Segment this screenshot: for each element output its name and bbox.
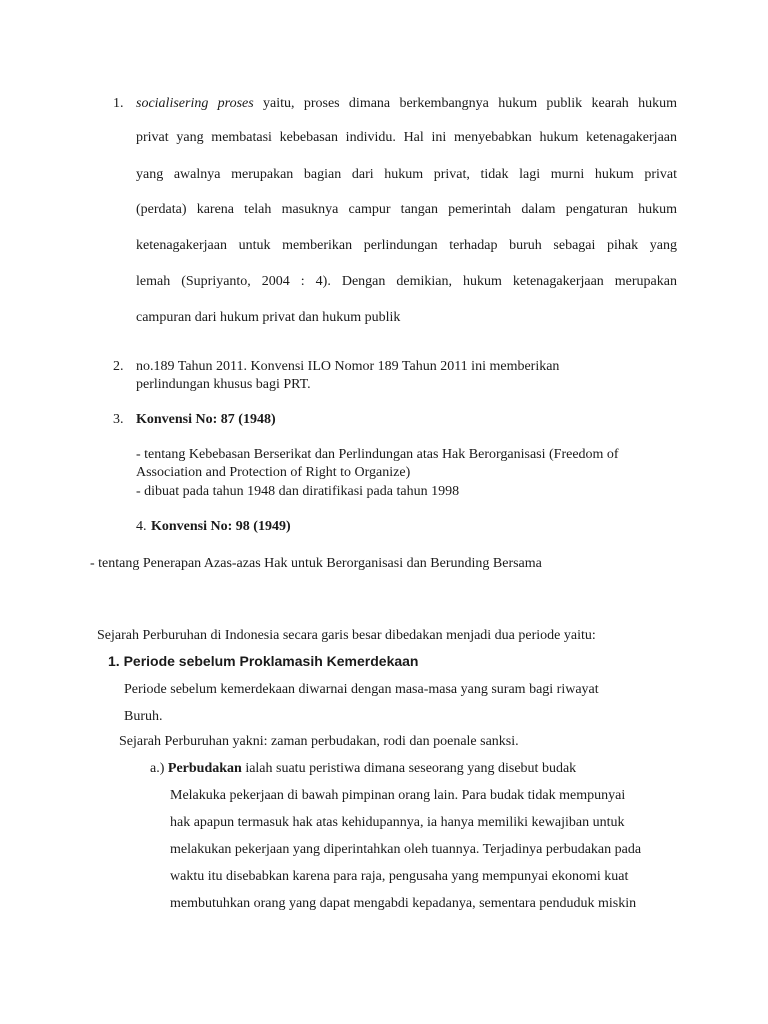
item1-line-7: campuran dari hukum privat dan hukum publik xyxy=(136,310,401,325)
item2-line-2: perlindungan khusus bagi PRT. xyxy=(136,377,311,392)
item1-term: socialisering proses xyxy=(136,96,254,111)
item4-number: 4. xyxy=(136,519,147,534)
item3-number: 3. xyxy=(113,412,124,427)
sub-a-line-1 xyxy=(150,760,576,777)
sub-a-term: Perbudakan xyxy=(167,761,242,776)
item2-number: 2. xyxy=(113,359,124,374)
sub-a-line-5: waktu itu disebabkan karena para raja, pengusaha yang mempunyai ekonomi kuat xyxy=(170,869,629,884)
sub-a-label: a.) xyxy=(150,761,165,776)
history-para-line-1: Periode sebelum kemerdekaan diwarnai dengan masa-masa yang suram bagi riwayat xyxy=(124,682,599,697)
item1-first-rest: yaitu, proses dimana berkembangnya hukum publik kearah hukum xyxy=(263,96,678,111)
item3-line-1: - tentang Kebebasan Berserikat dan Perlindungan atas Hak Berorganisasi (Freedom of xyxy=(136,447,619,462)
history-para-line-2: Buruh. xyxy=(124,709,163,724)
item2-line-1: no.189 Tahun 2011. Konvensi ILO Nomor 189 Tahun 2011 ini memberikan xyxy=(136,359,560,374)
item1-line-2: privat yang membatasi kebebasan individu. Hal ini menyebabkan hukum ketenagakerjaan xyxy=(136,130,677,145)
item4-line: - tentang Penerapan Azas-azas Hak untuk Berorganisasi dan Berunding Bersama xyxy=(90,556,542,571)
item3-line-3: - dibuat pada tahun 1948 dan diratifikasi pada tahun 1998 xyxy=(136,484,460,499)
history-types-line: Sejarah Perburuhan yakni: zaman perbudakan, rodi dan poenale sanksi. xyxy=(119,734,519,749)
history-heading: 1. Periode sebelum Proklamasih Kemerdekaan xyxy=(108,653,419,669)
item4-heading: Konvensi No: 98 (1949) xyxy=(151,519,291,534)
item1-line-3: yang awalnya merupakan bagian dari hukum privat, tidak lagi murni hukum privat xyxy=(136,167,677,182)
sub-a-first-rest: ialah suatu peristiwa dimana seseorang yang disebut budak xyxy=(245,761,577,776)
item1-line-4: (perdata) karena telah masuknya campur tangan pemerintah dalam pengaturan hukum xyxy=(136,202,677,217)
sub-a-line-6: membutuhkan orang yang dapat mengabdi kepadanya, sementara penduduk miskin xyxy=(170,896,637,911)
sub-a-line-3: hak apapun termasuk hak atas kehidupannya, ia hanya memiliki kewajiban untuk xyxy=(170,815,625,830)
sub-a-line-2: Melakuka pekerjaan di bawah pimpinan orang lain. Para budak tidak mempunyai xyxy=(170,788,626,803)
item1-line-5: ketenagakerjaan untuk memberikan perlindungan terhadap buruh sebagai pihak yang xyxy=(136,238,677,253)
item3-heading: Konvensi No: 87 (1948) xyxy=(136,412,276,427)
sub-a-line-4: melakukan pekerjaan yang diperintahkan oleh tuannya. Terjadinya perbudakan pada xyxy=(170,842,642,857)
history-intro: Sejarah Perburuhan di Indonesia secara garis besar dibedakan menjadi dua periode yaitu: xyxy=(97,628,596,643)
item1-line-1 xyxy=(136,95,677,112)
item3-line-2: Association and Protection of Right to Organize) xyxy=(136,465,411,480)
item1-line-6: lemah (Supriyanto, 2004 : 4). Dengan demikian, hukum ketenagakerjaan merupakan xyxy=(136,274,677,289)
item1-number: 1. xyxy=(113,96,124,111)
